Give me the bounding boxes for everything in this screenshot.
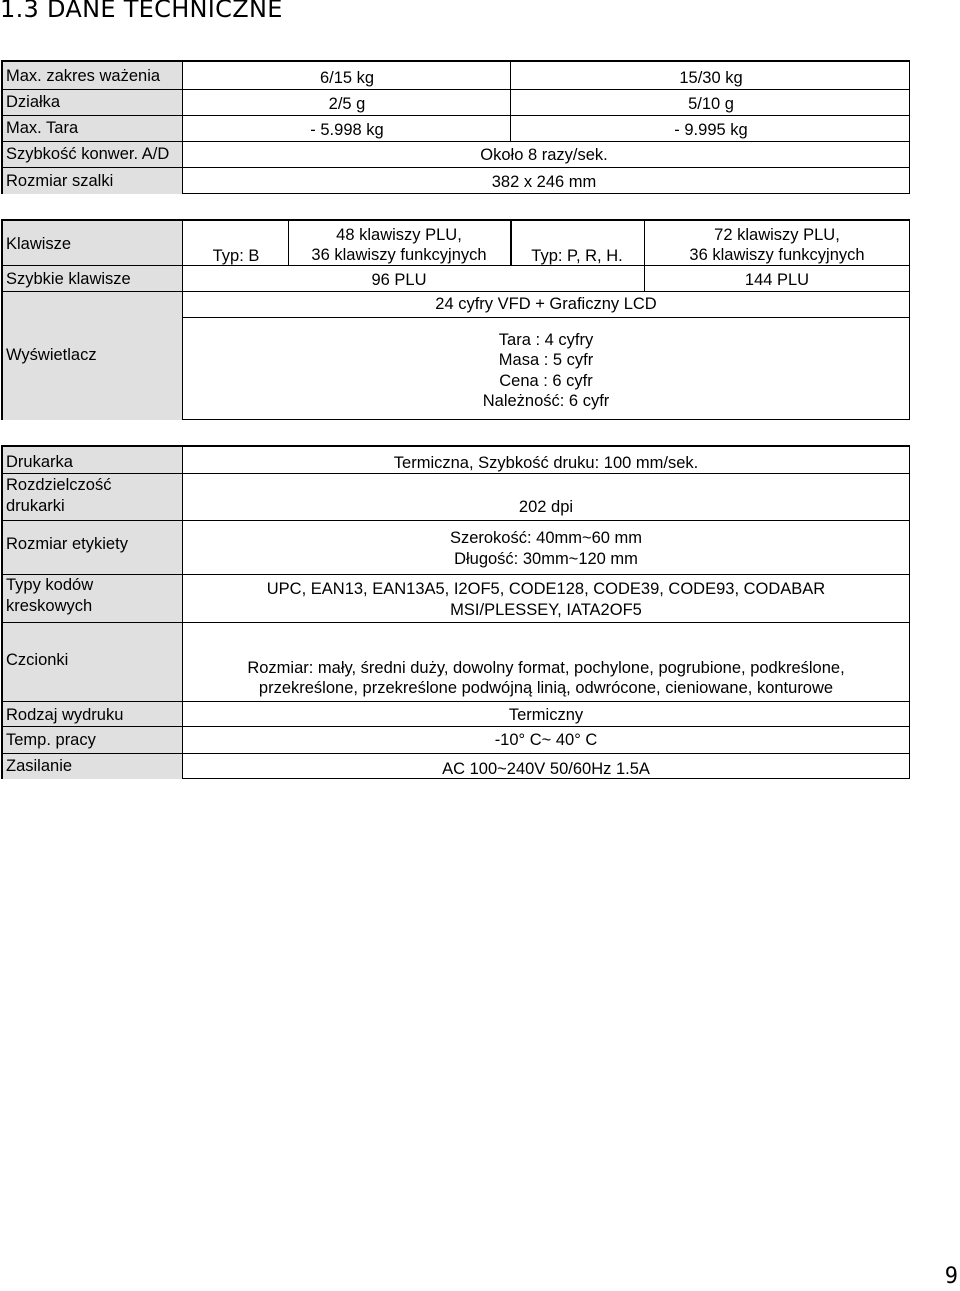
label-division: Działka [6,93,61,111]
label-power: Zasilanie [6,757,73,775]
value-barcode-2: MSI/PLESSEY, IATA2OF5 [450,601,642,619]
value-pan-size: 382 x 246 mm [491,173,597,191]
value-max-tare-1: - 5.998 kg [310,121,384,139]
label-max-tare: Max. Tara [6,119,79,137]
value-power: AC 100~240V 50/60Hz 1.5A [442,760,650,778]
label-printer: Drukarka [6,453,73,471]
label-pan-size: Rozmiar szalki [6,172,114,190]
spec-table-keys-display [1,219,910,420]
label-ad-speed: Szybkość konwer. A/D [6,145,170,163]
label-fonts: Czcionki [6,651,69,669]
value-label-length: Długość: 30mm~120 mm [454,550,638,568]
display-weight: Masa : 5 cyfr [498,351,594,369]
label-barcode-2: kreskowych [6,597,93,615]
type-prh: Typ: P, R, H. [531,247,623,265]
value-max-tare-2: - 9.995 kg [674,121,748,139]
value-temp: -10° C~ 40° C [494,731,598,749]
value-fonts-1: Rozmiar: mały, średni duży, dowolny format, pochylone, pogrubione, podkreślone, [247,659,845,677]
value-printer: Termiczna, Szybkość druku: 100 mm/sek. [393,454,699,472]
keys-b-plu: 48 klawiszy PLU, [336,226,462,244]
label-quick-keys: Szybkie klawisze [6,270,131,288]
spec-table-weighing [1,60,910,194]
quick-keys-prh: 144 PLU [744,271,810,289]
quick-keys-b: 96 PLU [371,271,427,289]
label-resolution-1: Rozdzielczość [6,476,112,494]
type-b: Typ: B [212,247,260,265]
value-resolution: 202 dpi [518,498,574,516]
value-fonts-2: przekreślone, przekreślone podwójną linią, odwrócone, cieniowane, konturowe [258,679,834,697]
value-print-type: Termiczny [508,706,584,724]
value-max-range-1: 6/15 kg [319,69,375,87]
value-division-2: 5/10 g [688,95,734,113]
keys-b-function: 36 klawiszy funkcyjnych [311,246,487,264]
value-barcode-1: UPC, EAN13, EAN13A5, I2OF5, CODE128, CODE39, CODE93, CODABAR [266,580,826,598]
display-price: Cena : 6 cyfr [499,372,593,390]
value-label-width: Szerokość: 40mm~60 mm [449,529,643,547]
label-keys: Klawisze [6,235,72,253]
label-max-range: Max. zakres ważenia [6,67,161,85]
spec-table-printer [1,445,910,779]
value-max-range-2: 15/30 kg [679,69,743,87]
label-barcode-1: Typy kodów [6,576,94,594]
keys-prh-function: 36 klawiszy funkcyjnych [689,246,865,264]
keys-prh-plu: 72 klawiszy PLU, [714,226,840,244]
display-total: Należność: 6 cyfr [482,392,610,410]
label-print-type: Rodzaj wydruku [6,706,124,724]
section-heading: 1.3 DANE TECHNICZNE [0,0,283,23]
value-ad-speed: Około 8 razy/sek. [480,146,608,164]
display-tare: Tara : 4 cyfry [498,331,594,349]
label-label-size: Rozmiar etykiety [6,535,128,553]
label-display: Wyświetlacz [6,346,97,364]
display-type: 24 cyfry VFD + Graficzny LCD [435,295,657,313]
page-number: 9 [944,1264,958,1289]
value-division-1: 2/5 g [328,95,366,113]
label-resolution-2: drukarki [6,497,65,515]
label-temp: Temp. pracy [6,731,96,749]
